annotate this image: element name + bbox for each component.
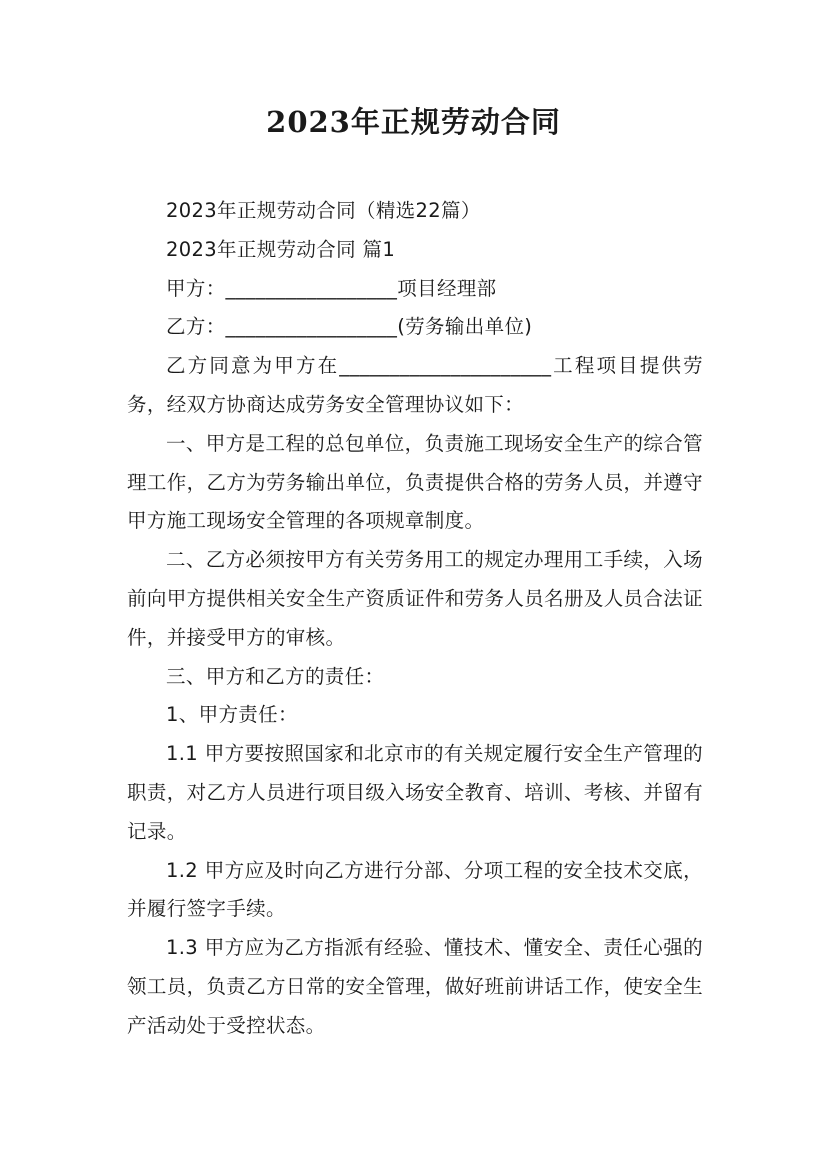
paragraph-clause-2: 二、乙方必须按甲方有关劳务用工的规定办理用工手续，入场前向甲方提供相关安全生产资质证件和劳务人员名册及人员合法证件，并接受甲方的审核。 xyxy=(127,548,703,649)
paragraph-section-heading: 2023年正规劳动合同 篇1 xyxy=(166,237,396,261)
paragraph-party-b: 乙方：_________________(劳务输出单位) xyxy=(166,315,533,339)
paragraph-duty-1-2: 1.2 甲方应及时向乙方进行分部、分项工程的安全技术交底，并履行签字手续。 xyxy=(127,858,703,921)
paragraph-subtitle: 2023年正规劳动合同（精选22篇） xyxy=(166,199,481,222)
document-title: 2023年正规劳动合同 xyxy=(266,105,561,139)
paragraph-clause-1: 一、甲方是工程的总包单位，负责施工现场安全生产的综合管理工作，乙方为劳务输出单位，负责提供合格的劳务人员，并遵守甲方施工现场安全管理的各项规章制度。 xyxy=(127,431,703,533)
document-body xyxy=(127,192,703,1046)
paragraph-agreement-intro: 乙方同意为甲方在_____________________工程项目提供劳务，经双方协商达成劳务安全管理协议如下： xyxy=(127,354,703,416)
paragraph-clause-3: 三、甲方和乙方的责任： xyxy=(166,664,385,688)
paragraph-party-a: 甲方：_________________项目经理部 xyxy=(166,276,497,300)
paragraph-duty-1-3: 1.3 甲方应为乙方指派有经验、懂技术、懂安全、责任心强的领工员，负责乙方日常的安全管理，做好班前讲话工作，使安全生产活动处于受控状态。 xyxy=(127,936,703,1037)
paragraph-duty-1-1: 1.1 甲方要按照国家和北京市的有关规定履行安全生产管理的职责，对乙方人员进行项目级入场安全教育、培训、考核、并留有记录。 xyxy=(127,742,703,843)
paragraph-party-a-duties: 1、甲方责任： xyxy=(166,703,298,727)
